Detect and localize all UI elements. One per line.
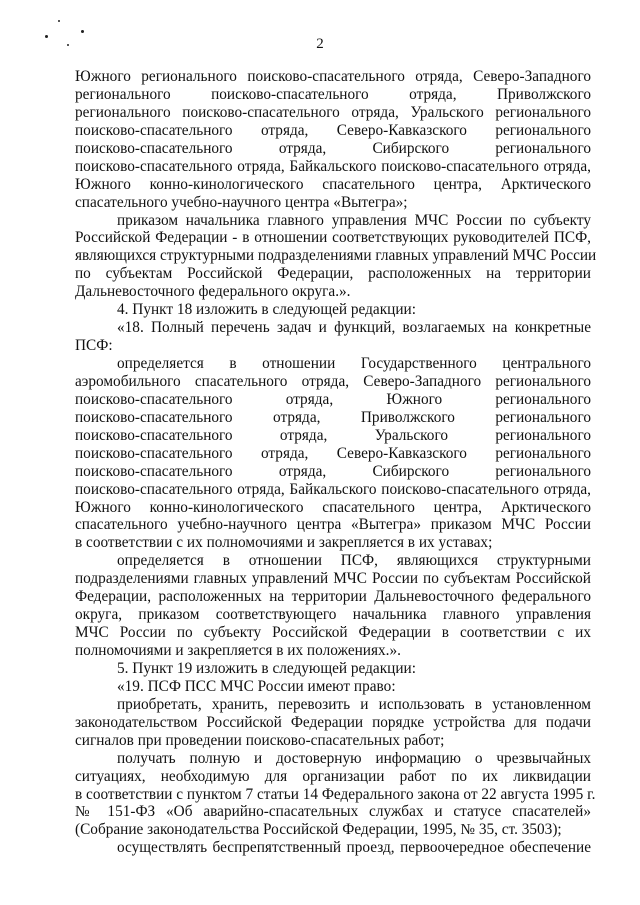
text-line: округа, приказом соответствующего начальника главного управления	[75, 606, 591, 624]
text-line: поисково-спасательного отряда, Уральского регионального	[75, 426, 591, 444]
text-line: Южного конно-кинологического спасательного центра, Арктического	[75, 175, 591, 193]
text-line: 5. Пункт 19 изложить в следующей редакции:	[117, 659, 416, 677]
text-line: ситуациях, необходимую для организации работ по их ликвидации	[75, 767, 591, 785]
text-line: 4. Пункт 18 изложить в следующей редакции:	[117, 301, 416, 319]
document-body	[75, 68, 597, 857]
text-line: ПСФ:	[75, 337, 113, 355]
text-line: аэромобильного спасательного отряда, Северо-Западного регионального	[75, 372, 591, 390]
text-line: получать полную и достоверную информацию о чрезвычайных	[117, 749, 591, 767]
text-line: МЧС России по субъекту Российской Федерации в соответствии с их	[75, 624, 591, 642]
text-line: поисково-спасательного отряда, Северо-Кавказского регионального	[75, 121, 591, 139]
text-line: спасательного учебно-научного центра «Вытегра»;	[75, 193, 408, 211]
text-line: полномочиями и закрепляется в их положениях.».	[75, 642, 401, 659]
text-line: поисково-спасательного отряда, Сибирского регионального	[75, 462, 591, 480]
text-line: в соответствии с их полномочиями и закрепляется в их уставах;	[75, 534, 493, 552]
text-line: приказом начальника главного управления МЧС России по субъекту	[117, 211, 591, 229]
text-line: определяется в отношении Государственного центрального	[117, 355, 591, 372]
text-line: Южного регионального поисково-спасательного отряда, Северо-Западного	[75, 68, 591, 85]
text-line: являющихся структурными подразделениями главных управлений МЧС России	[75, 247, 597, 265]
text-line: определяется в отношении ПСФ, являющихся структурными	[117, 552, 591, 570]
text-line: поисково-спасательного отряда, Южного регионального	[75, 390, 591, 408]
text-line: Российской Федерации - в отношении соответствующих руководителей ПСФ,	[75, 229, 591, 247]
scan-speck	[58, 20, 60, 22]
text-line: «19. ПСФ ПСС МЧС России имеют право:	[117, 677, 396, 695]
text-line: спасательного учебно-научного центра «Вытегра» приказом МЧС России	[75, 516, 591, 534]
text-line: Южного конно-кинологического спасательного центра, Арктического	[75, 498, 591, 516]
text-line: сигналов при проведении поисково-спасательных работ;	[75, 731, 445, 749]
text-line: подразделениями главных управлений МЧС России по субъектам Российской	[75, 570, 591, 588]
text-line: законодательством Российской Федерации порядке устройства для подачи	[75, 713, 591, 731]
text-line: поисково-спасательного отряда, Байкальского поисково-спасательного отряда,	[75, 157, 591, 175]
text-line: регионального поисково-спасательного отряда, Приволжского	[75, 85, 591, 103]
text-line: регионального поисково-спасательного отряда, Уральского регионального	[75, 103, 591, 121]
text-line: поисково-спасательного отряда, Северо-Кавказского регионального	[75, 444, 591, 462]
text-line: осуществлять беспрепятственный проезд, первоочередное обеспечение	[117, 839, 591, 857]
text-line: Дальневосточного федерального округа.».	[75, 283, 351, 301]
text-line: «18. Полный перечень задач и функций, возлагаемых на конкретные	[117, 319, 591, 337]
text-line: поисково-спасательного отряда, Байкальского поисково-спасательного отряда,	[75, 480, 591, 498]
text-line: (Собрание законодательства Российской Федерации, 1995, № 35, ст. 3503);	[75, 821, 562, 839]
text-line: приобретать, хранить, перевозить и использовать в установленном	[117, 695, 591, 713]
text-line: в соответствии с пунктом 7 статьи 14 Федерального закона от 22 августа 1995 г.	[75, 785, 596, 803]
text-line: по субъектам Российской Федерации, расположенных на территории	[75, 265, 591, 283]
scan-speck	[81, 30, 84, 33]
text-line: поисково-спасательного отряда, Сибирского регионального	[75, 139, 591, 157]
text-line: Федерации, расположенных на территории Дальневосточного федерального	[75, 588, 591, 606]
text-line: поисково-спасательного отряда, Приволжского регионального	[75, 408, 591, 426]
text-line: № 151-ФЗ «Об аварийно-спасательных службах и статусе спасателей»	[75, 803, 591, 821]
page-number: 2	[316, 36, 324, 52]
